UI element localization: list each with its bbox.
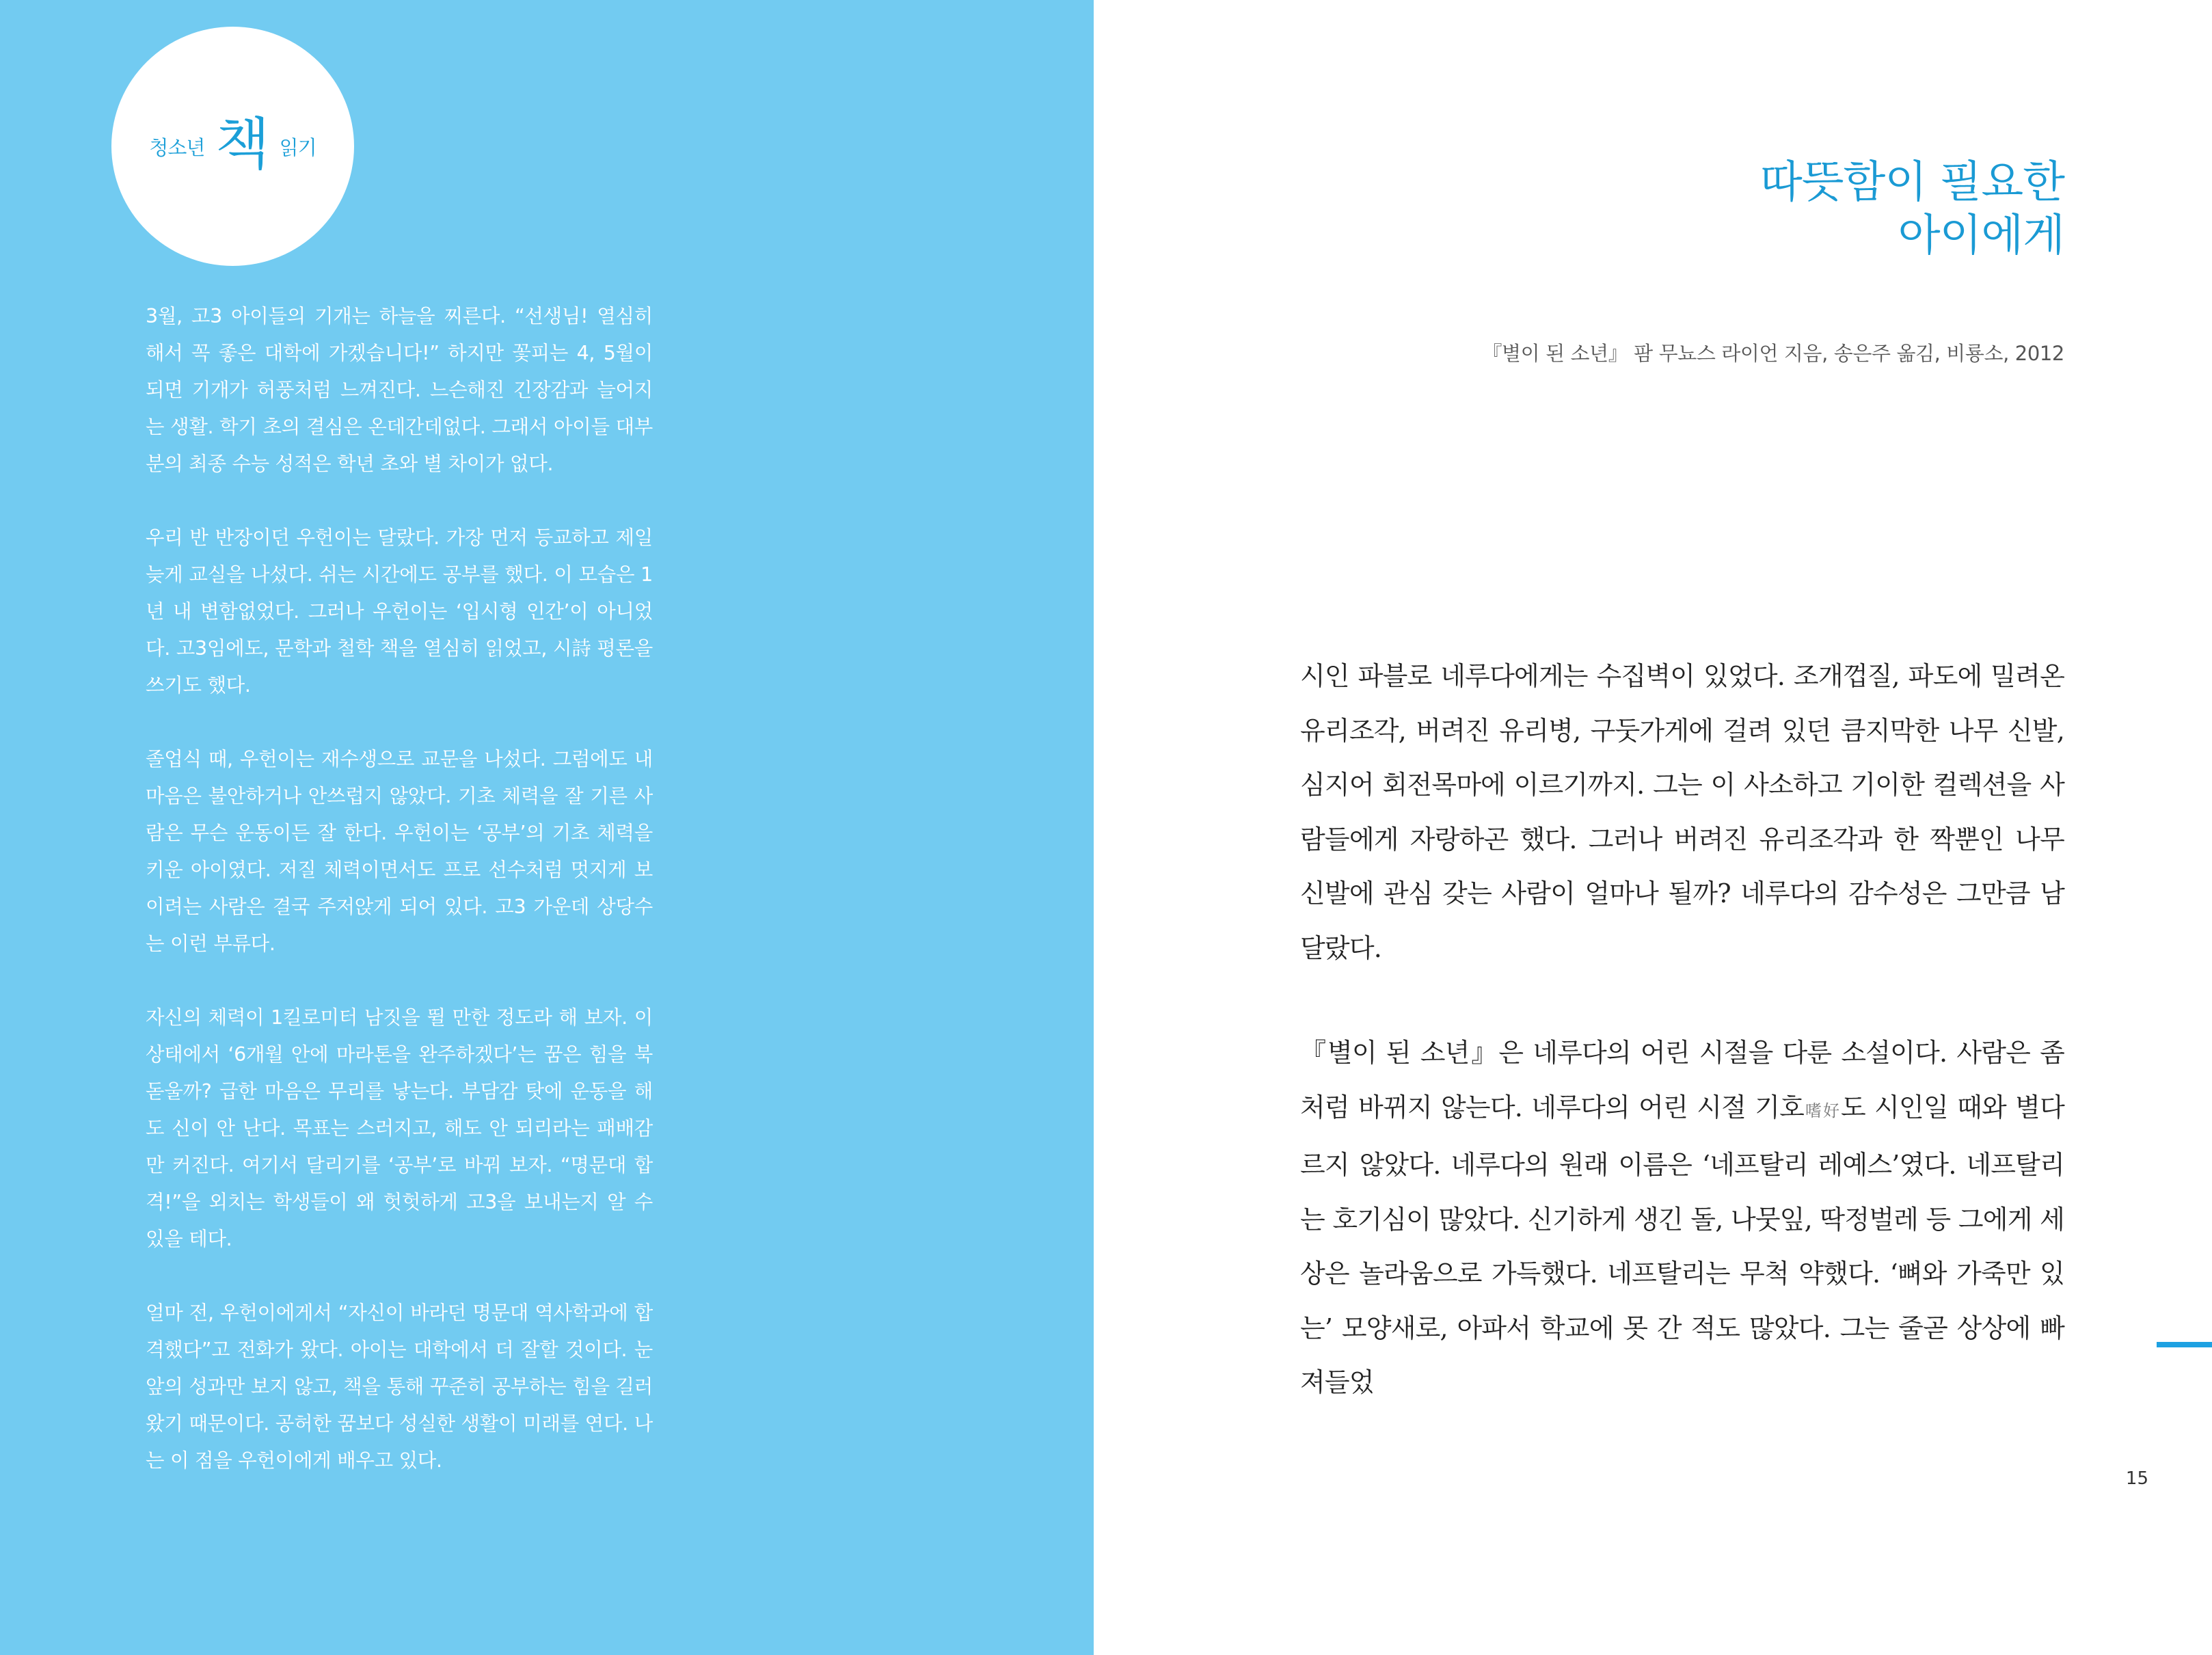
- right-page: [1094, 0, 2212, 1655]
- left-paragraph-3: 졸업식 때, 우헌이는 재수생으로 교문을 나섰다. 그럼에도 내 마음은 불안하거나 안쓰럽지 않았다. 기초 체력을 잘 기른 사람은 무슨 운동이든 잘 한다. 우헌이는 ‘공부’의 기초 체력을 키운 아이였다. 저질 체력이면서도 프로 선수처럼 멋지게 보이려는 사람은 결국 주저앉게 되어 있다. 고3 가운데 상당수는 이런 부류다.: [146, 748, 653, 955]
- badge-label: [111, 27, 354, 266]
- article-title: [1760, 156, 2064, 263]
- hanja-annotation: 嗜好: [1804, 1101, 1841, 1120]
- page-number: 15: [2125, 1468, 2148, 1489]
- book-citation: 『별이 된 소년』 팜 무뇨스 라이언 지음, 송은주 옮김, 비룡소, 2012: [1482, 342, 2064, 365]
- left-paragraph-4: 자신의 체력이 1킬로미터 남짓을 뛸 만한 정도라 해 보자. 이 상태에서 ‘6개월 안에 마라톤을 완주하겠다’는 꿈은 힘을 북돋울까? 급한 마음은 무리를 낳는다. 부담감 탓에 운동을 해도 신이 안 난다. 목표는 스러지고, 해도 안 되리라는 패배감만 커진다. 여기서 달리기를 ‘공부’로 바꿔 보자. “명문대 합격!”을 외치는 학생들이 왜 헛헛하게 고3을 보내는지 알 수 있을 테다.: [146, 1006, 653, 1250]
- left-column-text: [146, 298, 653, 1516]
- page-edge-accent-bar: [2157, 1342, 2212, 1347]
- article-title-line-1: 따뜻함이 필요한: [1759, 157, 2064, 208]
- right-paragraph-2: [1300, 1026, 2064, 1410]
- badge-prefix: 청소년: [149, 135, 205, 159]
- section-badge: [111, 27, 354, 266]
- badge-highlight: 책: [215, 112, 270, 177]
- right-paragraph-2-end: 도 시인일 때와 별다르지 않았다. 네루다의 원래 이름은 ‘네프탈리 레예스’였다. 네프탈리는 호기심이 많았다. 신기하게 생긴 돌, 나뭇잎, 딱정벌레 등 그에게 세상은 놀라움으로 가득했다. 네프탈리는 무척 약했다. ‘뼈와 가죽만 있는’ 모양새로, 아파서 학교에 못 간 적도 많았다. 그는 줄곧 상상에 빠져들었: [1300, 1092, 2064, 1397]
- left-paragraph-2: 우리 반 반장이던 우헌이는 달랐다. 가장 먼저 등교하고 제일 늦게 교실을 나섰다. 쉬는 시간에도 공부를 했다. 이 모습은 1년 내 변함없었다. 그러나 우헌이는 ‘입시형 인간’이 아니었다. 고3임에도, 문학과 철학 책을 열심히 읽었고, 시詩 평론을 쓰기도 했다.: [146, 526, 653, 697]
- right-paragraph-2-start: 『별이 된 소년』은 네루다의 어린 시절을 다룬 소설이다. 사람은 좀처럼 바뀌지 않는다. 네루다의 어린 시절 기호: [1300, 1038, 2064, 1122]
- right-paragraph-1: 시인 파블로 네루다에게는 수집벽이 있었다. 조개껍질, 파도에 밀려온 유리조각, 버려진 유리병, 구둣가게에 걸려 있던 큼지막한 나무 신발, 심지어 회전목마에 이르기까지. 그는 이 사소하고 기이한 컬렉션을 사람들에게 자랑하곤 했다. 그러나 버려진 유리조각과 한 짝뿐인 나무 신발에 관심 갖는 사람이 얼마나 될까? 네루다의 감수성은 그만큼 남달랐다.: [1300, 661, 2064, 963]
- left-paragraph-1: 3월, 고3 아이들의 기개는 하늘을 찌른다. “선생님! 열심히 해서 꼭 좋은 대학에 가겠습니다!” 하지만 꽃피는 4, 5월이 되면 기개가 허풍처럼 느껴진다. 느슨해진 긴장감과 늘어지는 생활. 학기 초의 결심은 온데간데없다. 그래서 아이들 대부분의 최종 수능 성적은 학년 초와 별 차이가 없다.: [146, 305, 653, 475]
- article-title-line-2: 아이에게: [1898, 211, 2064, 261]
- badge-suffix: 읽기: [279, 135, 316, 159]
- left-page: [0, 0, 1094, 1655]
- right-column-text: [1300, 649, 2064, 1461]
- left-paragraph-5: 얼마 전, 우헌이에게서 “자신이 바라던 명문대 역사학과에 합격했다”고 전화가 왔다. 아이는 대학에서 더 잘할 것이다. 눈앞의 성과만 보지 않고, 책을 통해 꾸준히 공부하는 힘을 길러 왔기 때문이다. 공허한 꿈보다 성실한 생활이 미래를 연다. 나는 이 점을 우헌이에게 배우고 있다.: [146, 1302, 653, 1472]
